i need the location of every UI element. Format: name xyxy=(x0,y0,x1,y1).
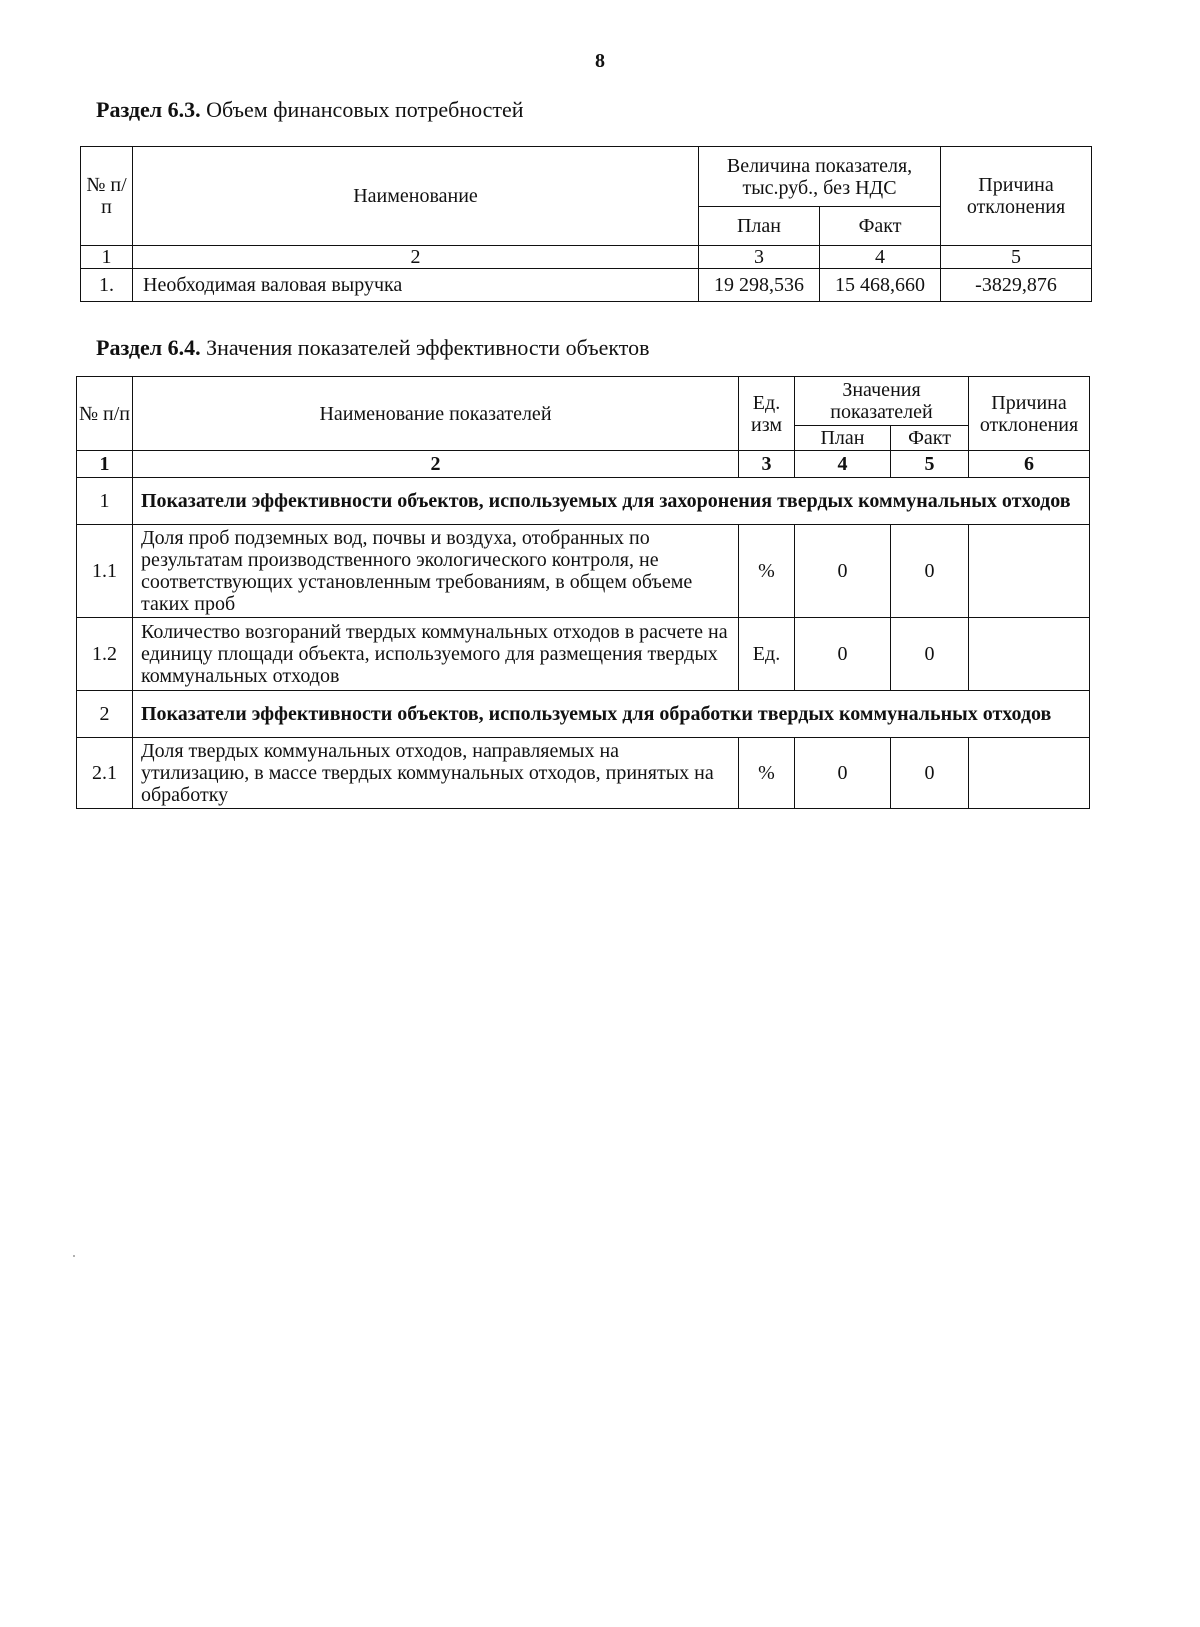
row-fact: 0 xyxy=(891,738,969,809)
row-plan: 0 xyxy=(795,525,891,618)
group-title: Показатели эффективности объектов, используемых для обработки твердых коммунальных отходов xyxy=(133,691,1090,738)
column-number: 4 xyxy=(795,451,891,478)
section-6-3-title-number: Раздел 6.3. xyxy=(96,97,201,122)
row-name: Необходимая валовая выручка xyxy=(133,269,699,302)
table-row xyxy=(77,525,1090,618)
row-unit: Ед. xyxy=(739,618,795,691)
row-reason xyxy=(969,525,1090,618)
row-fact: 0 xyxy=(891,618,969,691)
section-6-4-title xyxy=(96,335,649,361)
column-number: 2 xyxy=(133,246,699,269)
column-number: 1 xyxy=(81,246,133,269)
efficiency-indicators-table xyxy=(76,376,1090,809)
row-num: 2.1 xyxy=(77,738,133,809)
column-number-row xyxy=(77,451,1090,478)
group-num: 1 xyxy=(77,478,133,525)
row-fact: 15 468,660 xyxy=(820,269,941,302)
column-number: 2 xyxy=(133,451,739,478)
row-reason xyxy=(969,618,1090,691)
row-unit: % xyxy=(739,738,795,809)
column-number: 3 xyxy=(699,246,820,269)
group-row xyxy=(77,691,1090,738)
header-reason: Причина отклонения xyxy=(941,147,1092,246)
financial-needs-table xyxy=(80,146,1092,302)
section-6-3-title-text: Объем финансовых потребностей xyxy=(200,97,524,122)
page-number: 8 xyxy=(595,50,605,72)
row-plan: 0 xyxy=(795,738,891,809)
group-title: Показатели эффективности объектов, используемых для захоронения твердых коммунальных отходов xyxy=(133,478,1090,525)
section-6-4-title-text: Значения показателей эффективности объектов xyxy=(200,335,650,360)
row-name: Доля проб подземных вод, почвы и воздуха, отобранных по результатам производственного экологического контроля, не соответствующих установленным требованиям, в общем объеме таких проб xyxy=(133,525,739,618)
section-6-3-title xyxy=(96,97,524,123)
column-number: 3 xyxy=(739,451,795,478)
header-plan: План xyxy=(699,207,820,246)
section-6-4-title-number: Раздел 6.4. xyxy=(96,335,201,360)
header-reason: Причина отклонения xyxy=(969,377,1090,451)
row-name: Количество возгораний твердых коммунальных отходов в расчете на единицу площади объекта, используемого для размещения твердых коммунальных отходов xyxy=(133,618,739,691)
group-row xyxy=(77,478,1090,525)
row-num: 1.1 xyxy=(77,525,133,618)
column-number: 5 xyxy=(891,451,969,478)
table-row xyxy=(77,618,1090,691)
row-plan: 19 298,536 xyxy=(699,269,820,302)
header-name: Наименование показателей xyxy=(133,377,739,451)
row-plan: 0 xyxy=(795,618,891,691)
row-name: Доля твердых коммунальных отходов, направляемых на утилизацию, в массе твердых коммунальных отходов, принятых на обработку xyxy=(133,738,739,809)
header-name: Наименование xyxy=(133,147,699,246)
row-fact: 0 xyxy=(891,525,969,618)
header-num: № п/п xyxy=(81,147,133,246)
header-value-group: Величина показателя, тыс.руб., без НДС xyxy=(699,147,941,207)
column-number-row xyxy=(81,246,1092,269)
column-number: 1 xyxy=(77,451,133,478)
header-fact: Факт xyxy=(891,426,969,451)
row-num: 1.2 xyxy=(77,618,133,691)
row-unit: % xyxy=(739,525,795,618)
row-reason: -3829,876 xyxy=(941,269,1092,302)
header-unit: Ед. изм xyxy=(739,377,795,451)
header-num: № п/п xyxy=(77,377,133,451)
row-reason xyxy=(969,738,1090,809)
column-number: 6 xyxy=(969,451,1090,478)
column-number: 4 xyxy=(820,246,941,269)
header-values-group: Значения показателей xyxy=(795,377,969,426)
row-num: 1. xyxy=(81,269,133,302)
table-row xyxy=(77,738,1090,809)
header-plan: План xyxy=(795,426,891,451)
table-row xyxy=(81,269,1092,302)
group-num: 2 xyxy=(77,691,133,738)
header-fact: Факт xyxy=(820,207,941,246)
column-number: 5 xyxy=(941,246,1092,269)
scan-speck xyxy=(73,1255,75,1257)
